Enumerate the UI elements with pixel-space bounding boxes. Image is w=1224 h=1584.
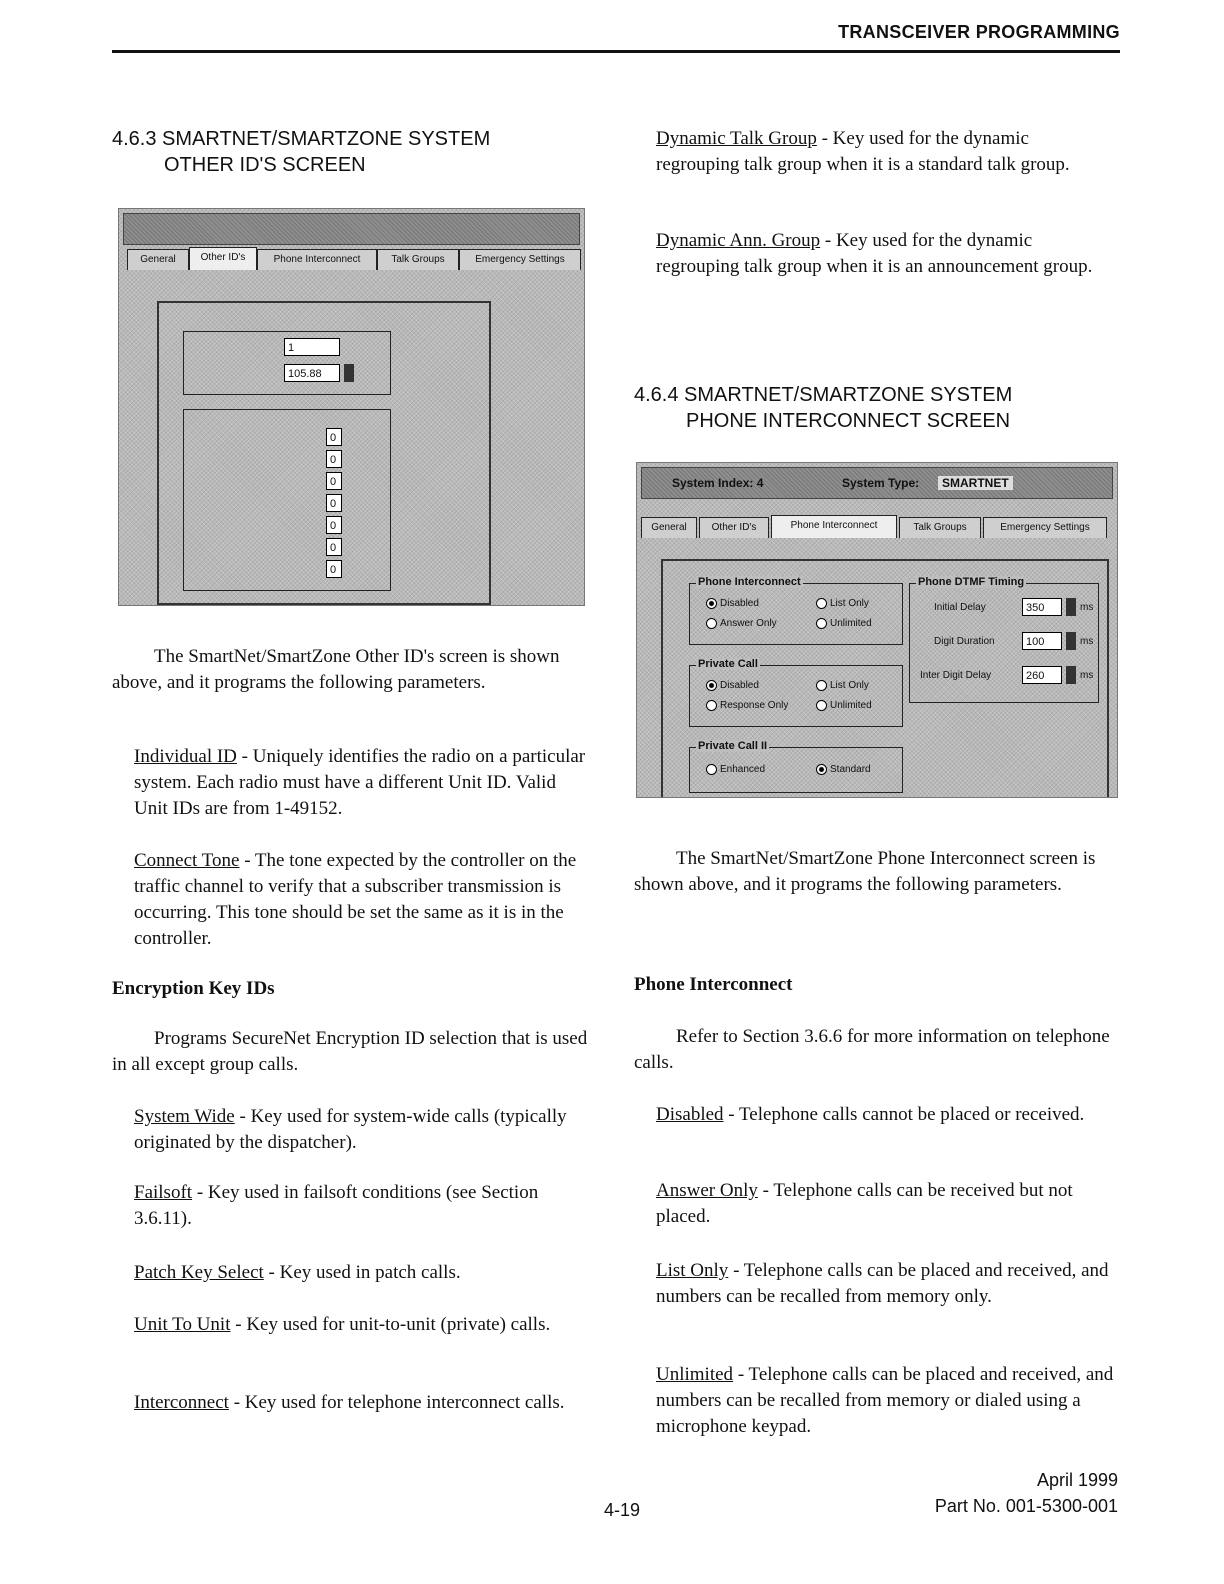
failsoft-entry bbox=[134, 1180, 592, 1232]
patch-key-text: - Key used in patch calls. bbox=[263, 1262, 461, 1283]
interconnect-entry bbox=[134, 1390, 592, 1416]
tab-talk-groups[interactable]: Talk Groups bbox=[899, 517, 981, 538]
disabled-text: - Telephone calls cannot be placed or received. bbox=[723, 1104, 1085, 1125]
radio-selected-icon bbox=[706, 598, 717, 609]
intro-text: The SmartNet/SmartZone Other ID's screen is shown above, and it programs the following parameters. bbox=[112, 646, 560, 693]
private-call-group bbox=[689, 658, 903, 727]
private-call-ii-group bbox=[689, 740, 903, 793]
dynamic-ann-group-entry bbox=[656, 228, 1116, 280]
inter-digit-delay-label: Inter Digit Delay bbox=[920, 670, 992, 681]
inter-digit-delay-field[interactable]: 260 bbox=[1022, 666, 1062, 684]
encryption-intro bbox=[112, 1026, 592, 1078]
phone-interconnect-screenshot bbox=[636, 462, 1118, 798]
radio-selected-icon bbox=[706, 680, 717, 691]
dynamic-talk-group-entry bbox=[656, 126, 1116, 178]
patch-key-entry bbox=[134, 1260, 592, 1286]
phone-interconnect-group bbox=[689, 576, 903, 645]
digit-duration-spinner[interactable] bbox=[1066, 632, 1076, 650]
screenshot-tab-row bbox=[123, 247, 580, 271]
tab-phone-interconnect[interactable]: Phone Interconnect bbox=[257, 249, 377, 270]
connect-tone-term: Connect Tone bbox=[134, 850, 240, 871]
screenshot-title-bar bbox=[123, 213, 580, 245]
section-title-line1: 4.6.4 SMARTNET/SMARTZONE SYSTEM bbox=[634, 384, 1013, 406]
inter-digit-delay-spinner[interactable] bbox=[1066, 666, 1076, 684]
section-4-6-3-title bbox=[112, 126, 592, 178]
pc-response-only-label: Response Only bbox=[720, 700, 789, 712]
refer-paragraph bbox=[634, 1024, 1116, 1076]
system-wide-text: - Key used for system-wide calls (typically originated by the dispatcher). bbox=[134, 1106, 567, 1153]
other-ids-panel bbox=[157, 301, 491, 605]
footer-part-number: Part No. 001-5300-001 bbox=[934, 1496, 1118, 1516]
section-title-line2: OTHER ID'S SCREEN bbox=[164, 154, 366, 176]
interconnect-term: Interconnect bbox=[134, 1392, 229, 1413]
phone-interconnect-heading: Phone Interconnect bbox=[634, 974, 793, 995]
radio-icon bbox=[816, 680, 827, 691]
pc-list-only-radio[interactable] bbox=[816, 680, 869, 691]
system-wide-key-field[interactable]: 0 bbox=[326, 428, 342, 446]
intro-text: The SmartNet/SmartZone Phone Interconnect screen is shown above, and it programs the following parameters. bbox=[634, 848, 1096, 895]
list-only-entry bbox=[656, 1258, 1116, 1310]
initial-delay-unit: ms bbox=[1080, 602, 1094, 613]
phone-interconnect-intro bbox=[634, 846, 1116, 898]
encryption-key-ids-heading: Encryption Key IDs bbox=[112, 978, 275, 999]
pi-answer-only-label: Answer Only bbox=[720, 618, 777, 630]
pc-unlimited-radio[interactable] bbox=[816, 700, 872, 711]
pc2-enhanced-radio[interactable] bbox=[706, 764, 765, 775]
failsoft-term: Failsoft bbox=[134, 1182, 193, 1203]
individual-id-term: Individual ID bbox=[134, 746, 237, 767]
phone-interconnect-panel bbox=[661, 559, 1109, 798]
connect-tone-entry bbox=[134, 848, 592, 952]
initial-delay-spinner[interactable] bbox=[1066, 598, 1076, 616]
unit-to-unit-entry bbox=[134, 1312, 592, 1338]
pc2-standard-radio[interactable] bbox=[816, 764, 871, 775]
tab-emergency-settings[interactable]: Emergency Settings bbox=[983, 517, 1107, 538]
digit-duration-field[interactable]: 100 bbox=[1022, 632, 1062, 650]
pi-list-only-radio[interactable] bbox=[816, 598, 869, 609]
pc2-standard-label: Standard bbox=[830, 764, 871, 776]
page-number: 4-19 bbox=[603, 1500, 641, 1520]
radio-icon bbox=[706, 618, 717, 629]
encryption-keys-group bbox=[183, 409, 391, 591]
connect-tone-field[interactable]: 105.88 bbox=[284, 364, 340, 382]
system-type-label: System Type: bbox=[842, 476, 920, 490]
pc-disabled-radio[interactable] bbox=[706, 680, 759, 691]
pc-list-only-label: List Only bbox=[830, 680, 869, 692]
phone-dtmf-timing-group bbox=[909, 576, 1099, 703]
digit-duration-label: Digit Duration bbox=[934, 636, 995, 647]
running-header: TRANSCEIVER PROGRAMMING bbox=[838, 22, 1120, 42]
list-only-text: - Telephone calls can be placed and received, and numbers can be recalled from memory only. bbox=[656, 1260, 1109, 1307]
answer-only-term: Answer Only bbox=[656, 1180, 758, 1201]
unlimited-term: Unlimited bbox=[656, 1364, 734, 1385]
answer-only-text: - Telephone calls can be received but not placed. bbox=[656, 1180, 1073, 1227]
digit-duration-unit: ms bbox=[1080, 636, 1094, 647]
footer-date: April 1999 bbox=[1036, 1470, 1118, 1490]
dynamic-ann-group-text: - Key used for the dynamic regrouping talk group when it is an announcement group. bbox=[656, 230, 1093, 277]
individual-id-field[interactable]: 1 bbox=[284, 338, 340, 356]
initial-delay-label: Initial Delay bbox=[934, 602, 986, 613]
system-wide-entry bbox=[134, 1104, 592, 1156]
section-title-line2: PHONE INTERCONNECT SCREEN bbox=[686, 410, 1011, 432]
tab-general[interactable]: General bbox=[127, 249, 189, 270]
unit-to-unit-term: Unit To Unit bbox=[134, 1314, 231, 1335]
patch-key-field[interactable]: 0 bbox=[326, 472, 342, 490]
tab-talk-groups[interactable]: Talk Groups bbox=[377, 249, 459, 270]
tab-phone-interconnect[interactable]: Phone Interconnect bbox=[771, 515, 897, 538]
other-ids-intro bbox=[112, 644, 592, 696]
tab-other-ids[interactable]: Other ID's bbox=[699, 517, 769, 538]
refer-text: Refer to Section 3.6.6 for more information on telephone calls. bbox=[634, 1026, 1110, 1073]
system-wide-term: System Wide bbox=[134, 1106, 235, 1127]
tab-emergency-settings[interactable]: Emergency Settings bbox=[459, 249, 581, 270]
section-4-6-4-title bbox=[634, 382, 1114, 434]
interconnect-text: - Key used for telephone interconnect calls. bbox=[228, 1392, 565, 1413]
radio-icon bbox=[706, 700, 717, 711]
patch-key-term: Patch Key Select bbox=[134, 1262, 264, 1283]
tab-other-ids[interactable]: Other ID's bbox=[189, 247, 257, 270]
disabled-entry bbox=[656, 1102, 1116, 1128]
pi-disabled-label: Disabled bbox=[720, 598, 759, 610]
unlimited-entry bbox=[656, 1362, 1116, 1440]
radio-icon bbox=[816, 700, 827, 711]
pc2-enhanced-label: Enhanced bbox=[720, 764, 766, 776]
dynamic-talk-group-text: - Key used for the dynamic regrouping talk group when it is a standard talk group. bbox=[656, 128, 1070, 175]
system-index-label: System Index: 4 bbox=[672, 476, 764, 490]
pi-list-only-label: List Only bbox=[830, 598, 869, 610]
pc-unlimited-label: Unlimited bbox=[830, 700, 872, 712]
system-type-value: SMARTNET bbox=[938, 476, 1013, 490]
radio-icon bbox=[816, 598, 827, 609]
ids-group bbox=[183, 331, 391, 395]
screenshot-title-bar bbox=[641, 467, 1113, 499]
unit-to-unit-key-field[interactable]: 0 bbox=[326, 494, 342, 512]
interconnect-key-field[interactable]: 0 bbox=[326, 516, 342, 534]
header-rule bbox=[112, 50, 1120, 53]
initial-delay-field[interactable]: 350 bbox=[1022, 598, 1062, 616]
dynamic-ann-group-key-field[interactable]: 0 bbox=[326, 560, 342, 578]
section-title-line1: 4.6.3 SMARTNET/SMARTZONE SYSTEM bbox=[112, 128, 491, 150]
pi-unlimited-radio[interactable] bbox=[816, 618, 872, 629]
pi-answer-only-radio[interactable] bbox=[706, 618, 777, 629]
pc-response-only-radio[interactable] bbox=[706, 700, 788, 711]
radio-icon bbox=[816, 618, 827, 629]
failsoft-key-field[interactable]: 0 bbox=[326, 450, 342, 468]
phone-dtmf-timing-group-label: Phone DTMF Timing bbox=[918, 576, 1025, 588]
pi-unlimited-label: Unlimited bbox=[830, 618, 872, 630]
tab-general[interactable]: General bbox=[641, 517, 697, 538]
private-call-ii-group-label: Private Call II bbox=[698, 740, 768, 752]
disabled-term: Disabled bbox=[656, 1104, 724, 1125]
dynamic-talk-group-key-field[interactable]: 0 bbox=[326, 538, 342, 556]
unlimited-text: - Telephone calls can be placed and received, and numbers can be recalled from memory or dialed using a microphone keypad. bbox=[656, 1364, 1114, 1437]
inter-digit-delay-unit: ms bbox=[1080, 670, 1094, 681]
failsoft-text: - Key used in failsoft conditions (see Section 3.6.11). bbox=[134, 1182, 539, 1229]
list-only-term: List Only bbox=[656, 1260, 729, 1281]
radio-icon bbox=[706, 764, 717, 775]
connect-tone-text: - The tone expected by the controller on the traffic channel to verify that a subscriber transmission is occurring. This tone should be set the same as it is in the controller. bbox=[134, 850, 577, 949]
other-ids-screenshot bbox=[118, 208, 585, 606]
phone-interconnect-group-label: Phone Interconnect bbox=[698, 576, 801, 588]
individual-id-text: - Uniquely identifies the radio on a particular system. Each radio must have a different Unit ID. Valid Unit IDs are from 1-49152. bbox=[134, 746, 586, 819]
radio-selected-icon bbox=[816, 764, 827, 775]
private-call-group-label: Private Call bbox=[698, 658, 758, 670]
connect-tone-spinner[interactable] bbox=[344, 364, 354, 382]
pc-disabled-label: Disabled bbox=[720, 680, 759, 692]
individual-id-entry bbox=[134, 744, 592, 822]
encryption-intro-text: Programs SecureNet Encryption ID selection that is used in all except group calls. bbox=[112, 1028, 588, 1075]
dynamic-talk-group-term: Dynamic Talk Group bbox=[656, 128, 817, 149]
screenshot-tab-row bbox=[641, 515, 1113, 539]
unit-to-unit-text: - Key used for unit-to-unit (private) calls. bbox=[230, 1314, 551, 1335]
answer-only-entry bbox=[656, 1178, 1116, 1230]
pi-disabled-radio[interactable] bbox=[706, 598, 759, 609]
dynamic-ann-group-term: Dynamic Ann. Group bbox=[656, 230, 821, 251]
